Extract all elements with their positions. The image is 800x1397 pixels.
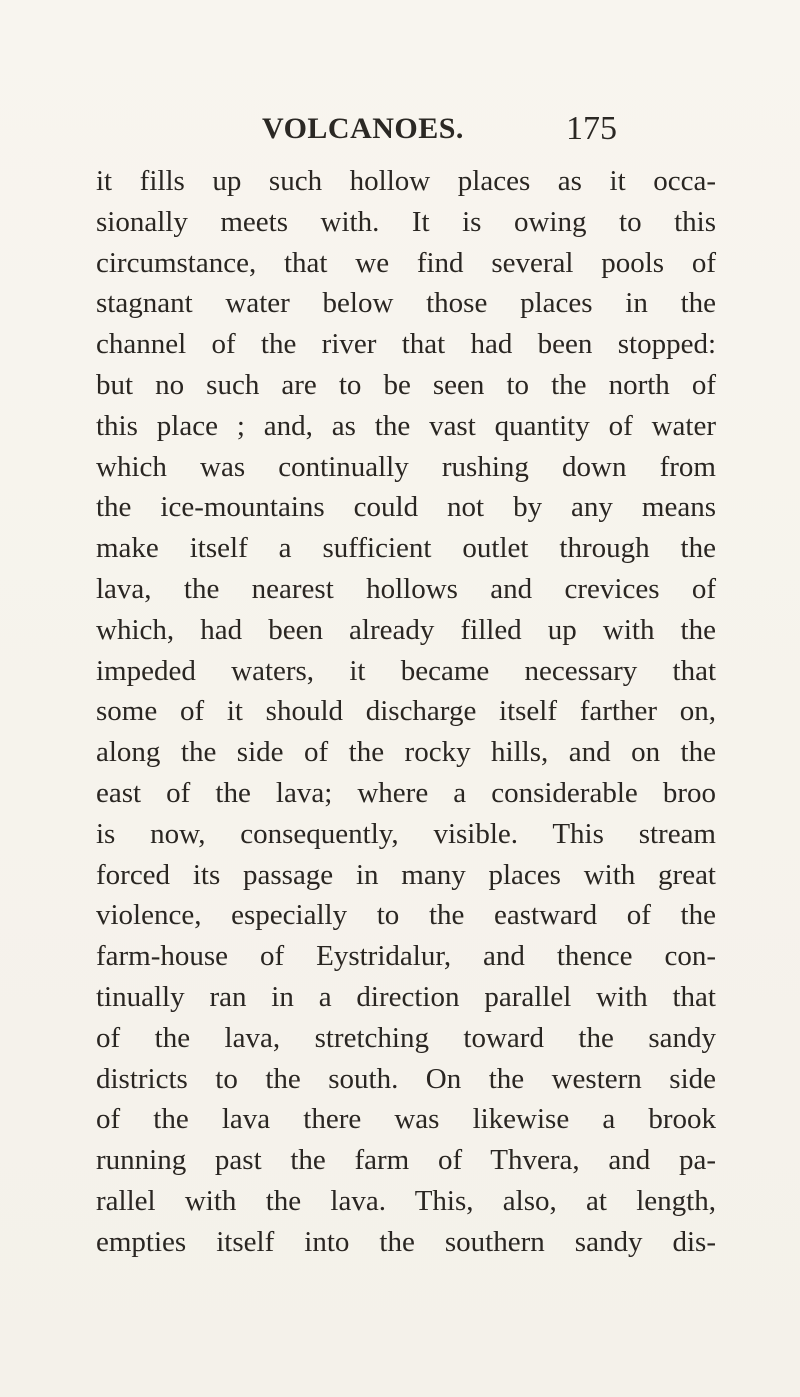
text-line: which, had been already filled up with the	[96, 613, 716, 646]
text-line: it fills up such hollow places as it occa-	[96, 165, 716, 197]
text-line: of the lava there was likewise a brook	[96, 1103, 716, 1136]
text-line: running past the farm of Thvera, and pa-	[96, 1144, 716, 1177]
text-line: make itself a sufficient outlet through the	[96, 532, 716, 565]
text-line: violence, especially to the eastward of the	[96, 899, 716, 932]
text-line: empties itself into the southern sandy dis-	[96, 1225, 716, 1258]
text-line: farm-house of Eystridalur, and thence con-	[96, 940, 716, 973]
page-number: 175	[566, 110, 617, 147]
text-line: channel of the river that had been stopped:	[96, 328, 716, 361]
text-line: along the side of the rocky hills, and on the	[96, 736, 716, 769]
text-line: lava, the nearest hollows and crevices of	[96, 572, 716, 605]
text-line: districts to the south. On the western side	[96, 1062, 716, 1095]
text-line: rallel with the lava. This, also, at length,	[96, 1184, 716, 1217]
text-line: tinually ran in a direction parallel with that	[96, 980, 716, 1013]
text-line: forced its passage in many places with great	[96, 858, 716, 891]
text-line: the ice-mountains could not by any means	[96, 491, 716, 524]
text-line: this place ; and, as the vast quantity of water	[96, 409, 716, 442]
text-line: but no such are to be seen to the north of	[96, 368, 716, 401]
text-line: impeded waters, it became necessary that	[96, 654, 716, 687]
text-line: is now, consequently, visible. This stream	[96, 817, 716, 850]
text-line: which was continually rushing down from	[96, 450, 716, 483]
text-line: stagnant water below those places in the	[96, 287, 716, 320]
text-line: sionally meets with. It is owing to this	[96, 205, 716, 238]
running-title: VOLCANOES.	[262, 112, 464, 145]
body-text	[96, 161, 716, 1263]
text-line: east of the lava; where a considerable broo	[96, 776, 716, 809]
text-line: some of it should discharge itself farther on,	[96, 695, 716, 728]
text-line: of the lava, stretching toward the sandy	[96, 1021, 716, 1054]
text-line: circumstance, that we find several pools of	[96, 246, 716, 279]
